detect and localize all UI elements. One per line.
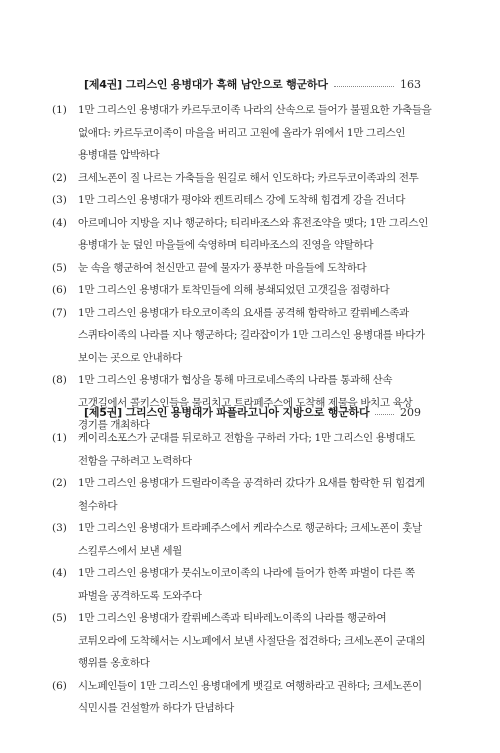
item-number: (5) [52, 612, 67, 624]
list-item [52, 167, 432, 190]
item-text: 1만 그리스인 용병대가 드릴라이족을 공격하러 갔다가 요새를 함락한 뒤 힘겹게 철수하다 [78, 477, 425, 512]
contents-section-book5 [0, 402, 500, 720]
list-item [52, 257, 432, 280]
list-item [52, 675, 432, 720]
item-text: 1만 그리스인 용병대가 타오코이족의 요새를 공격해 함락하고 칼뤼베스족과 스퀴타이족의 나라를 지나 행군하다; 길라잡이가 1만 그리스인 용병대를 바다가 보이는 곳으로 안내하다 [78, 306, 425, 364]
item-number: (7) [52, 306, 67, 319]
list-item [52, 607, 432, 675]
chapter-list [0, 427, 500, 720]
dot-leader [375, 414, 394, 415]
item-number: (6) [52, 284, 67, 296]
item-text: 1만 그리스인 용병대가 협상을 통해 마크로네스족의 나라를 통과해 산속 고갯길에서 콜키스인들을 물리치고 트라페주스에 도착해 제물을 바치고 육상 경기를 개최하다 [78, 374, 413, 431]
list-item [52, 427, 432, 472]
list-item [52, 472, 432, 517]
page-number: 163 [400, 77, 421, 91]
dot-leader [334, 86, 394, 87]
list-item [52, 302, 432, 370]
item-text: 1만 그리스인 용병대가 트라페주스에서 케라수스로 행군하다; 크세노폰이 훗날 스킬루스에서 보낸 세월 [78, 522, 422, 557]
item-text: 케이리소포스가 군대를 뒤로하고 전함을 구하러 가다; 1만 그리스인 용병대도 전함을 구하려고 노력하다 [78, 432, 416, 467]
item-number: (4) [52, 567, 67, 579]
list-item [52, 279, 432, 302]
item-number: (2) [52, 477, 67, 489]
item-text: 눈 속을 행군하여 천신만고 끝에 물자가 풍부한 마을들에 도착하다 [78, 261, 367, 274]
list-item [52, 212, 432, 257]
list-item [52, 517, 432, 562]
item-number: (6) [52, 679, 67, 692]
list-item [52, 189, 432, 212]
item-text: 1만 그리스인 용병대가 토착민들에 의해 봉쇄되었던 고갯길을 점령하다 [78, 284, 390, 296]
item-text: 시노페인들이 1만 그리스인 용병대에게 뱃길로 여행하라고 권하다; 크세노폰이 식민시를 건설할까 하다가 단념하다 [78, 679, 422, 714]
section-title: [제4권] 그리스인 용병대가 흑해 남안으로 행군하다 [84, 78, 328, 91]
section-heading [84, 74, 421, 94]
item-number: (1) [52, 432, 67, 444]
item-text: 1만 그리스인 용병대가 카르두코이족 나라의 산속으로 들어가 불필요한 가축들을 없애다: 카르두코이족이 마을을 버리고 고원에 올라가 위에서 1만 그리스인 용병대를 압박하다 [78, 104, 432, 161]
item-number: (8) [52, 374, 67, 386]
list-item [52, 562, 432, 607]
section-heading [84, 402, 421, 422]
item-number: (3) [52, 194, 67, 206]
item-number: (3) [52, 522, 67, 534]
item-text: 크세노폰이 질 나르는 가축들을 원길로 해서 인도하다; 카르두코이족과의 전투 [78, 171, 419, 184]
item-number: (1) [52, 104, 67, 116]
section-title: [제5권] 그리스인 용병대가 파플라고니아 지방으로 행군하다 [84, 406, 370, 419]
chapter-list [0, 99, 500, 437]
item-text: 아르메니아 지방을 지나 행군하다; 티리바조스와 휴전조약을 맺다; 1만 그리스인 용병대가 눈 덮인 마을들에 숙영하며 티리바조스의 진영을 약탈하다 [78, 216, 428, 251]
list-item [52, 99, 432, 167]
item-number: (2) [52, 171, 67, 184]
contents-section-book4 [0, 74, 500, 437]
page-number: 209 [400, 405, 421, 419]
item-text: 1만 그리스인 용병대가 평야와 켄트리테스 강에 도착해 힘겹게 강을 건너다 [78, 194, 406, 206]
item-text: 1만 그리스인 용병대가 칼뤼베스족과 티바레노이족의 나라를 행군하여 코튀오라에 도착해서는 시노페에서 보낸 사절단을 접견하다; 크세노폰이 군대의 행위를 옹호하다 [78, 612, 426, 669]
item-text: 1만 그리스인 용병대가 뭇쉬노이코이족의 나라에 들어가 한쪽 파벌이 다른 쪽 파벌을 공격하도록 도와주다 [78, 567, 415, 602]
item-number: (5) [52, 261, 67, 274]
item-number: (4) [52, 216, 67, 229]
